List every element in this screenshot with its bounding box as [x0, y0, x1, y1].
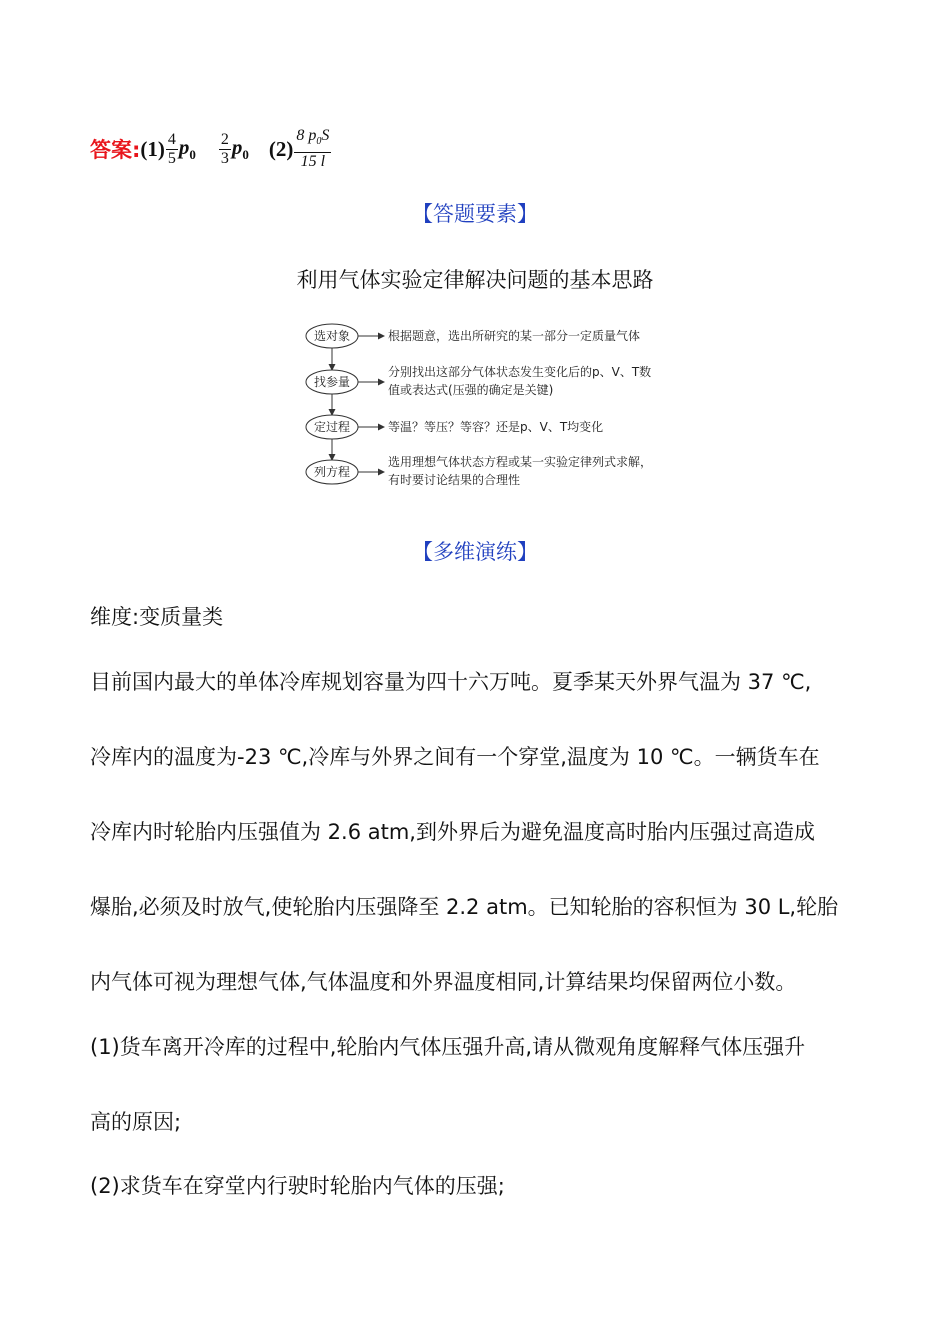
question-1-line: (1)货车离开冷库的过程中,轮胎内气体压强升高,请从微观角度解释气体压强升	[90, 1035, 806, 1059]
fraction-numerator: 2	[220, 130, 229, 148]
problem-text-line: 冷库内的温度为-23 ℃,冷库与外界之间有一个穿堂,温度为 10 ℃。一辆货车在	[90, 745, 820, 769]
problem-text-line: 冷库内时轮胎内压强值为 2.6 atm,到外界后为避免温度高时胎内压强过高造成	[90, 820, 815, 844]
numerator-subscript: 0	[316, 136, 322, 148]
p-subscript: 0	[242, 147, 249, 163]
answer-part1-prefix: (1)	[140, 136, 165, 161]
flow-node-label: 列方程	[313, 465, 351, 479]
answer-line	[90, 124, 332, 174]
answer-label: 答案:	[90, 138, 141, 162]
question-2: (2)求货车在穿堂内行驶时轮胎内气体的压强;	[90, 1174, 505, 1198]
flow-node-find-parameters	[306, 370, 358, 394]
p-subscript: 0	[189, 147, 196, 163]
fraction-denominator: 3	[220, 149, 229, 167]
fraction-denominator: 15 l	[300, 152, 326, 170]
fraction-numerator	[294, 127, 331, 152]
numerator-tail: S	[321, 127, 330, 145]
dimension-label: 维度:变质量类	[90, 605, 224, 629]
problem-text-line: 内气体可视为理想气体,气体温度和外界温度相同,计算结果均保留两位小数。	[90, 970, 797, 994]
flow-desc-select-object	[388, 328, 640, 343]
flow-desc-find-parameters	[388, 364, 651, 397]
p-symbol: p	[231, 134, 243, 159]
fraction-numerator: 4	[167, 130, 176, 148]
problem-text-line: 爆胎,必须及时放气,使轮胎内压强降至 2.2 atm。已知轮胎的容积恒为 30 L,轮胎	[90, 895, 839, 919]
diagram-title: 利用气体实验定律解决问题的基本思路	[296, 268, 654, 292]
flow-node-write-equation	[306, 460, 358, 484]
flow-node-label: 定过程	[313, 420, 351, 434]
fraction-four-fifths	[166, 131, 178, 168]
section-header-answer-elements: 【答题要素】	[412, 202, 538, 226]
flow-desc-write-equation	[388, 454, 652, 487]
flow-desc-line: 等温？等压？等容？还是p、V、T均变化	[388, 420, 604, 434]
fraction-denominator: 5	[167, 149, 176, 167]
answer-part2-prefix: (2)	[268, 136, 294, 161]
numerator-head: 8 p	[296, 127, 317, 145]
fraction-two-thirds	[219, 131, 231, 168]
pressure-variable	[232, 135, 249, 163]
problem-text-line: 目前国内最大的单体冷库规划容量为四十六万吨。夏季某天外界气温为 37 ℃,	[90, 670, 812, 694]
flow-desc-determine-process	[388, 419, 603, 434]
section-header-multi-dimensional-practice: 【多维演练】	[412, 540, 538, 564]
flow-desc-line: 有时要讨论结果的合理性	[388, 473, 521, 487]
pressure-variable	[179, 135, 196, 163]
flow-node-label: 找参量	[313, 375, 351, 389]
p-symbol: p	[178, 134, 190, 159]
fraction-force-expression	[294, 127, 331, 170]
flow-desc-line: 选用理想气体状态方程或某一实验定律列式求解，	[388, 455, 653, 469]
flow-desc-line: 值或表达式(压强的确定是关键)	[388, 383, 554, 397]
flow-desc-line: 根据题意，选出所研究的某一部分一定质量气体	[388, 329, 641, 343]
flow-node-select-object	[306, 324, 358, 348]
flow-node-label: 选对象	[313, 329, 351, 343]
question-1-line: 高的原因;	[90, 1110, 182, 1134]
flowchart	[298, 318, 658, 494]
flow-node-determine-process	[306, 415, 358, 439]
flow-desc-line: 分别找出这部分气体状态发生变化后的p、V、T数	[388, 365, 652, 379]
